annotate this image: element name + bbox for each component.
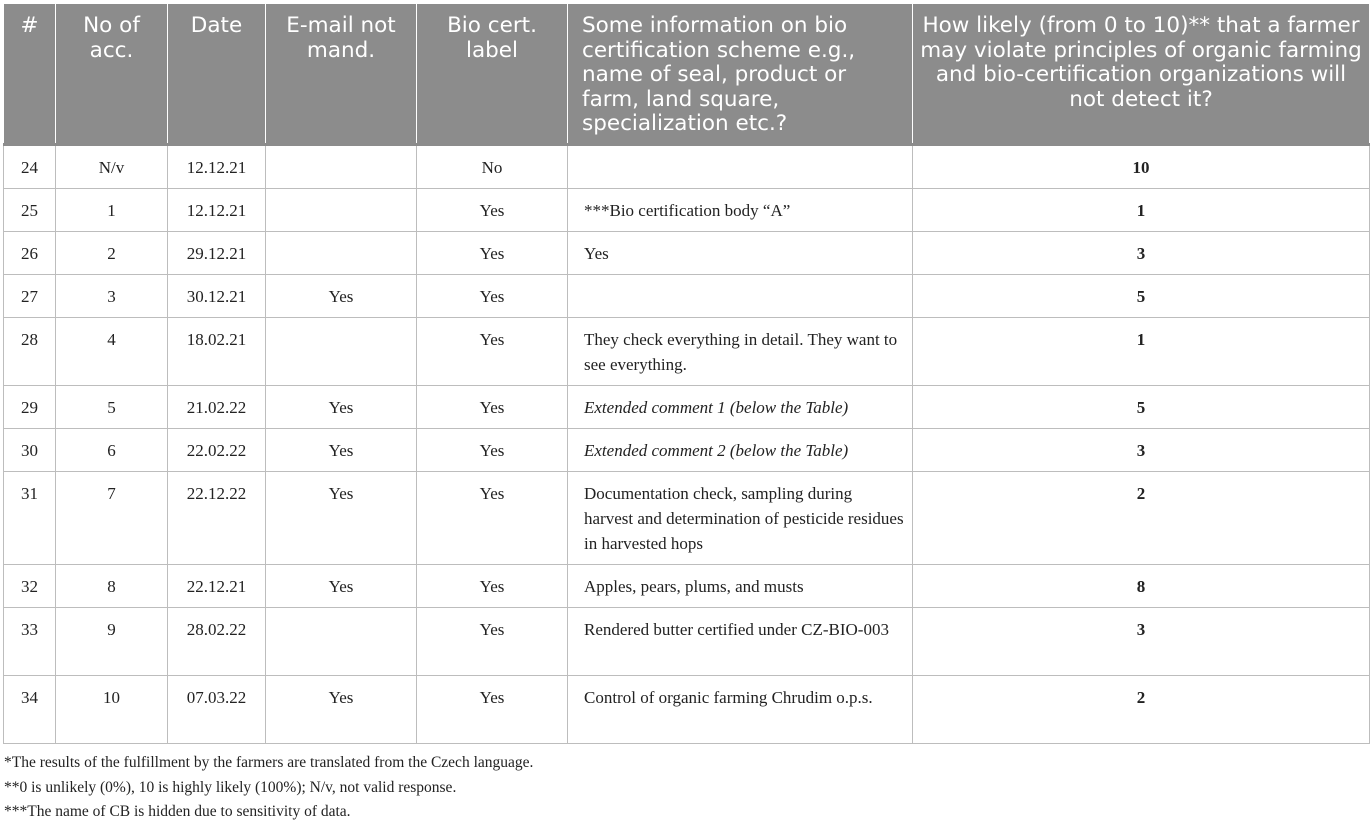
table-row: [4, 144, 1370, 188]
row-number-cell: 24: [4, 144, 56, 188]
email-not-mandatory-cell: Yes: [266, 675, 417, 743]
table-row: [4, 274, 1370, 317]
account-number-cell: 3: [56, 274, 168, 317]
date-cell: 28.02.22: [168, 607, 266, 675]
account-number-cell: 10: [56, 675, 168, 743]
certification-info-cell: [568, 144, 913, 188]
certification-info-cell: Apples, pears, plums, and musts: [568, 564, 913, 607]
row-number-cell: 32: [4, 564, 56, 607]
header-row: [4, 4, 1370, 145]
date-cell: 22.12.21: [168, 564, 266, 607]
table-row: [4, 231, 1370, 274]
email-not-mandatory-cell: [266, 607, 417, 675]
row-number-cell: 26: [4, 231, 56, 274]
likelihood-cell: 1: [913, 317, 1370, 385]
account-number-cell: 7: [56, 471, 168, 564]
certification-info-cell: Control of organic farming Chrudim o.p.s.: [568, 675, 913, 743]
table-row: [4, 317, 1370, 385]
table-row: [4, 675, 1370, 743]
row-number-cell: 29: [4, 385, 56, 428]
likelihood-cell: 3: [913, 231, 1370, 274]
header-cell: Bio cert. label: [417, 4, 568, 145]
bio-cert-label-cell: Yes: [417, 428, 568, 471]
header-cell: No of acc.: [56, 4, 168, 145]
likelihood-cell: 3: [913, 607, 1370, 675]
table-container: [3, 3, 1369, 744]
row-number-cell: 34: [4, 675, 56, 743]
certification-info-cell: [568, 274, 913, 317]
likelihood-cell: 2: [913, 675, 1370, 743]
table-row: [4, 471, 1370, 564]
results-table: [3, 3, 1370, 744]
row-number-cell: 27: [4, 274, 56, 317]
row-number-cell: 25: [4, 188, 56, 231]
email-not-mandatory-cell: Yes: [266, 385, 417, 428]
account-number-cell: 8: [56, 564, 168, 607]
bio-cert-label-cell: No: [417, 144, 568, 188]
footnote: ***The name of CB is hidden due to sensitivity of data.: [4, 803, 351, 820]
likelihood-cell: 5: [913, 274, 1370, 317]
table-body: [4, 144, 1370, 743]
date-cell: 22.02.22: [168, 428, 266, 471]
row-number-cell: 33: [4, 607, 56, 675]
account-number-cell: 5: [56, 385, 168, 428]
header-cell: Date: [168, 4, 266, 145]
header-cell: E-mail not mand.: [266, 4, 417, 145]
date-cell: 18.02.21: [168, 317, 266, 385]
header-cell: How likely (from 0 to 10)** that a farmer may violate principles of organic farming and bio-certification organizations will not detect it?: [913, 4, 1370, 145]
email-not-mandatory-cell: [266, 317, 417, 385]
row-number-cell: 30: [4, 428, 56, 471]
email-not-mandatory-cell: Yes: [266, 471, 417, 564]
header-cell: #: [4, 4, 56, 145]
date-cell: 29.12.21: [168, 231, 266, 274]
email-not-mandatory-cell: [266, 231, 417, 274]
bio-cert-label-cell: Yes: [417, 274, 568, 317]
bio-cert-label-cell: Yes: [417, 607, 568, 675]
certification-info-cell: Extended comment 1 (below the Table): [568, 385, 913, 428]
likelihood-cell: 5: [913, 385, 1370, 428]
likelihood-cell: 8: [913, 564, 1370, 607]
account-number-cell: 6: [56, 428, 168, 471]
row-number-cell: 28: [4, 317, 56, 385]
table-row: [4, 564, 1370, 607]
header-cell: Some information on bio certification scheme e.g., name of seal, product or farm, land square, specialization etc.?: [568, 4, 913, 145]
email-not-mandatory-cell: Yes: [266, 428, 417, 471]
email-not-mandatory-cell: [266, 188, 417, 231]
certification-info-cell: Rendered butter certified under CZ-BIO-003: [568, 607, 913, 675]
bio-cert-label-cell: Yes: [417, 564, 568, 607]
footnote: **0 is unlikely (0%), 10 is highly likely (100%); N/v, not valid response.: [4, 778, 457, 796]
bio-cert-label-cell: Yes: [417, 231, 568, 274]
date-cell: 30.12.21: [168, 274, 266, 317]
bio-cert-label-cell: Yes: [417, 317, 568, 385]
date-cell: 12.12.21: [168, 144, 266, 188]
account-number-cell: 4: [56, 317, 168, 385]
email-not-mandatory-cell: [266, 144, 417, 188]
likelihood-cell: 3: [913, 428, 1370, 471]
account-number-cell: 9: [56, 607, 168, 675]
likelihood-cell: 1: [913, 188, 1370, 231]
certification-info-cell: They check everything in detail. They want to see everything.: [568, 317, 913, 385]
likelihood-cell: 2: [913, 471, 1370, 564]
date-cell: 12.12.21: [168, 188, 266, 231]
table-row: [4, 607, 1370, 675]
certification-info-cell: Documentation check, sampling during harvest and determination of pesticide residues in harvested hops: [568, 471, 913, 564]
email-not-mandatory-cell: Yes: [266, 274, 417, 317]
date-cell: 22.12.22: [168, 471, 266, 564]
certification-info-cell: Yes: [568, 231, 913, 274]
bio-cert-label-cell: Yes: [417, 471, 568, 564]
table-row: [4, 428, 1370, 471]
bio-cert-label-cell: Yes: [417, 188, 568, 231]
account-number-cell: 1: [56, 188, 168, 231]
date-cell: 07.03.22: [168, 675, 266, 743]
email-not-mandatory-cell: Yes: [266, 564, 417, 607]
date-cell: 21.02.22: [168, 385, 266, 428]
bio-cert-label-cell: Yes: [417, 675, 568, 743]
footnote: *The results of the fulfillment by the farmers are translated from the Czech language.: [4, 754, 534, 771]
account-number-cell: 2: [56, 231, 168, 274]
footnotes: [4, 751, 1364, 825]
likelihood-cell: 10: [913, 144, 1370, 188]
certification-info-cell: ***Bio certification body “A”: [568, 188, 913, 231]
certification-info-cell: Extended comment 2 (below the Table): [568, 428, 913, 471]
bio-cert-label-cell: Yes: [417, 385, 568, 428]
table-row: [4, 188, 1370, 231]
account-number-cell: N/v: [56, 144, 168, 188]
row-number-cell: 31: [4, 471, 56, 564]
table-row: [4, 385, 1370, 428]
